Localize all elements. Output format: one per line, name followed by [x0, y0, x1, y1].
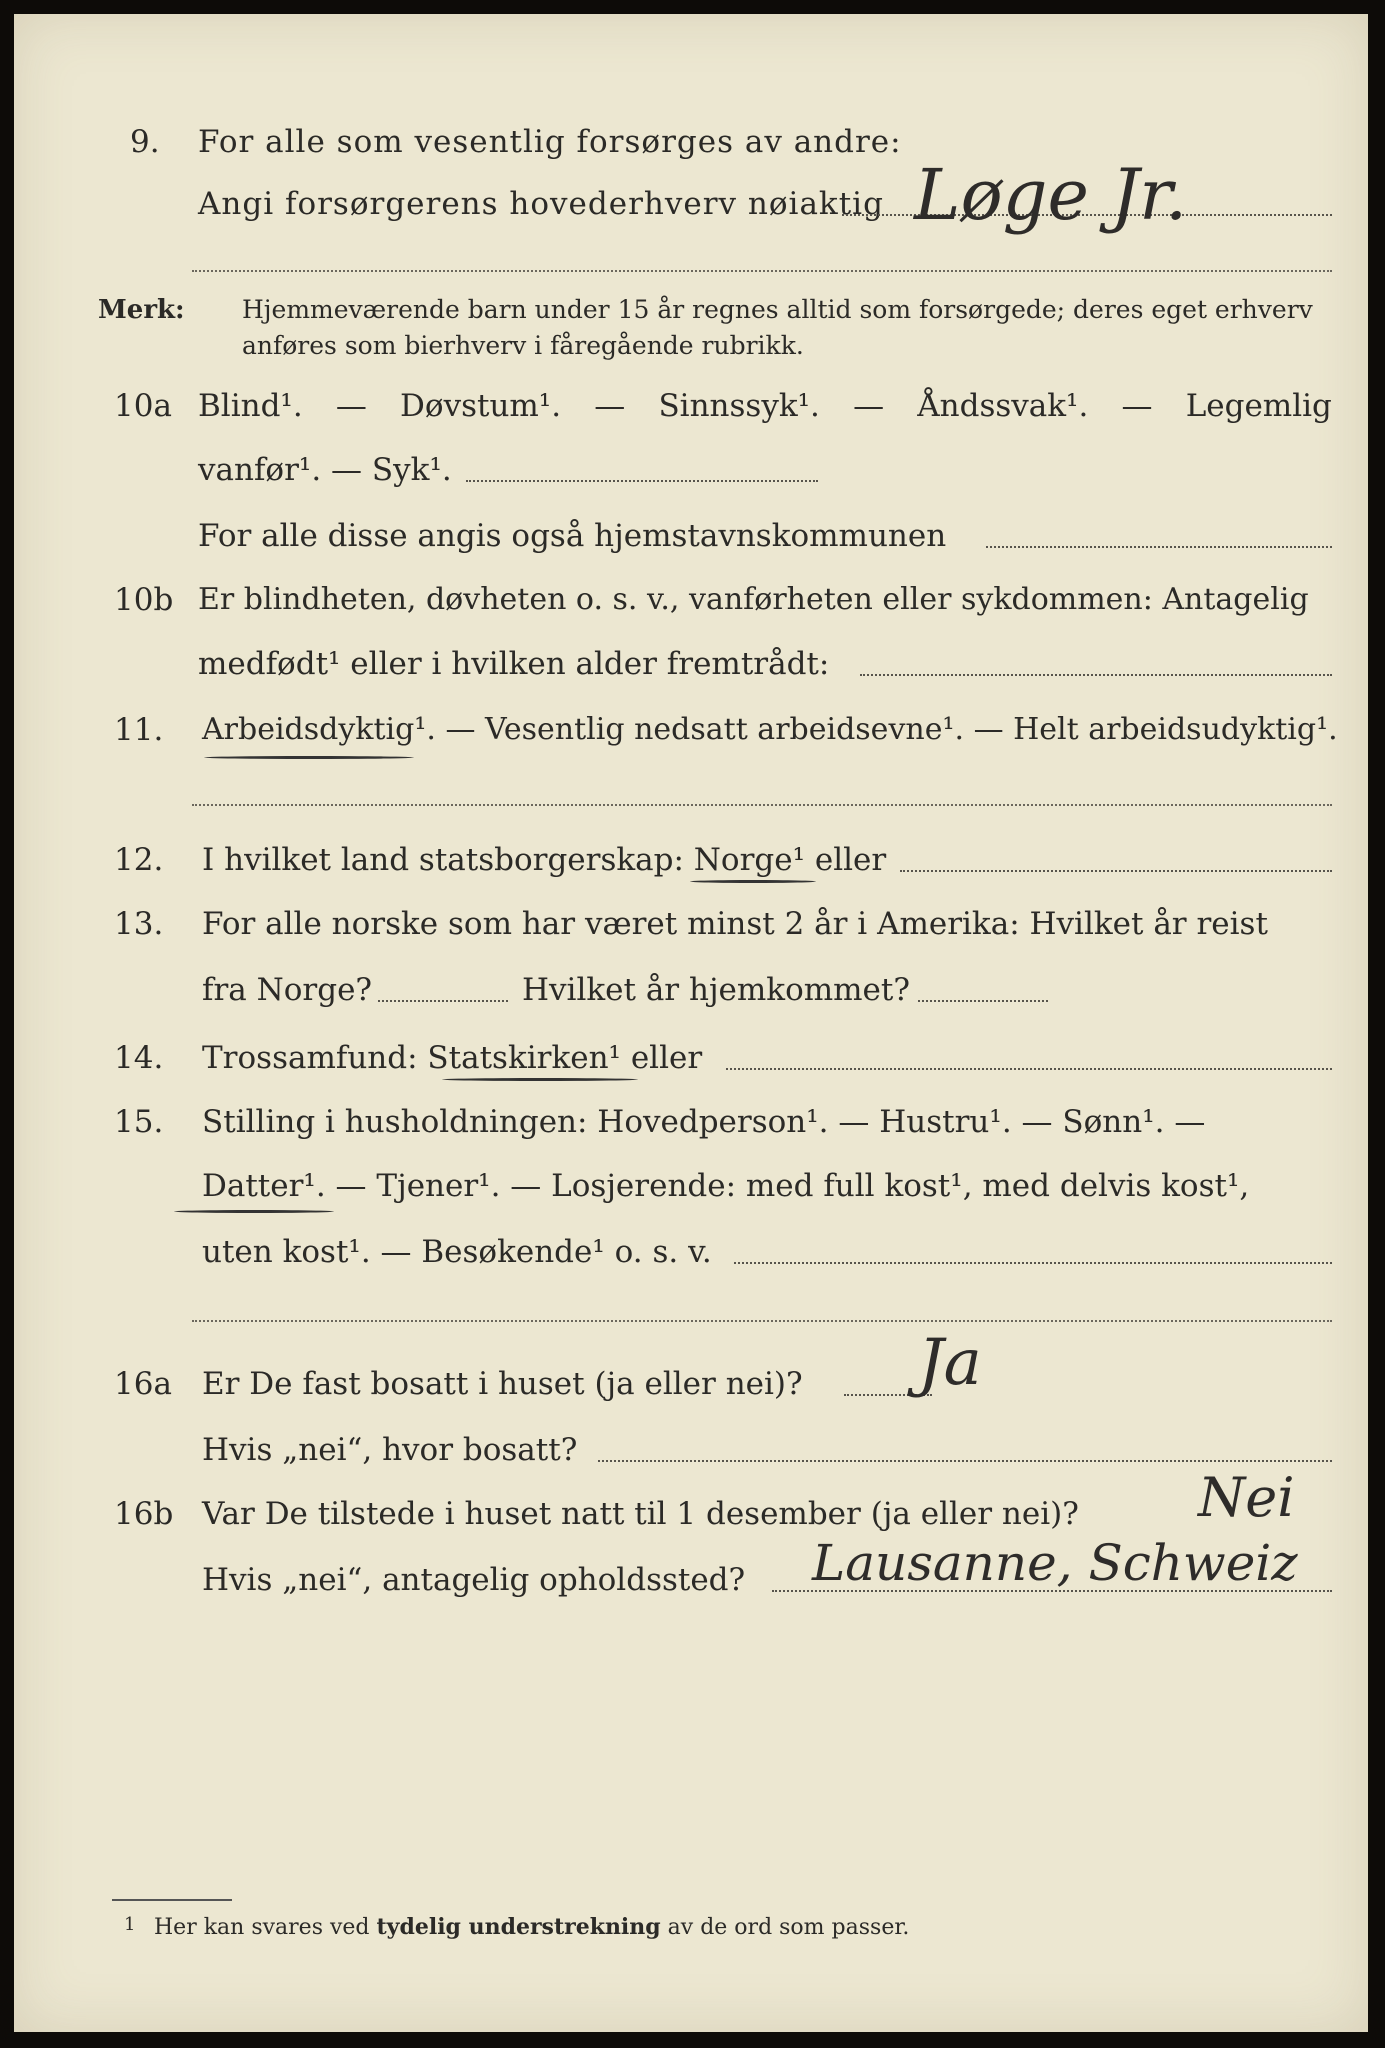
q15-underline-datter	[174, 1210, 334, 1213]
q10a-answer-line	[466, 480, 818, 482]
q10a-option-legemlig: Legemlig	[1185, 388, 1332, 424]
q15-line-2	[14, 1166, 1368, 1206]
q10a-option-blind: Blind¹.	[198, 388, 303, 424]
q10b-text-1: Er blindheten, døvheten o. s. v., vanførheten eller sykdommen: Antagelig	[198, 582, 1309, 617]
q16a-number: 16a	[114, 1366, 172, 1402]
footnote-text-pre: Her kan svares ved	[154, 1915, 370, 1940]
q16b-number: 16b	[114, 1496, 174, 1532]
census-form-page	[14, 14, 1368, 2032]
q10b-line-2	[14, 644, 1368, 684]
q9-number: 9.	[130, 124, 160, 160]
q13-text-1: For alle norske som har været minst 2 år i Amerika: Hvilket år reist	[202, 906, 1268, 942]
footnote-rule	[112, 1899, 232, 1901]
q14-answer-line	[726, 1068, 1332, 1070]
dash: —	[1121, 388, 1153, 424]
q12-number: 12.	[114, 842, 164, 878]
footnote-text-post: av de ord som passer.	[667, 1915, 910, 1940]
dash: —	[594, 388, 626, 424]
q14-line-1	[14, 1038, 1368, 1078]
q10a-option-dovstum: Døvstum¹.	[400, 388, 562, 424]
q10b-answer-line	[860, 674, 1332, 676]
merk-line-2	[14, 326, 1368, 366]
q16b-text-1: Var De tilstede i huset natt til 1 desember (ja eller nei)?	[202, 1496, 1079, 1532]
merk-label: Merk:	[98, 295, 185, 325]
footnote-text-bold: tydelig understrekning	[376, 1914, 661, 1940]
q16a-line-1	[14, 1364, 1368, 1404]
q15-text-2: Datter¹. — Tjener¹. — Losjerende: med full kost¹, med delvis kost¹,	[202, 1168, 1250, 1204]
q13-reist-line	[378, 1000, 508, 1002]
merk-text-2: anføres som bierhverv i fåregående rubrikk.	[242, 331, 804, 360]
dash: —	[853, 388, 885, 424]
q13-text-2b: Hvilket år hjemkommet?	[522, 972, 910, 1008]
q16b-line-1	[14, 1494, 1368, 1534]
q12-line-1	[14, 840, 1368, 880]
q13-number: 13.	[114, 906, 164, 942]
q15-extra-line	[192, 1320, 1332, 1322]
q10a-line-3	[14, 516, 1368, 556]
q16a-handwritten-answer: Ja	[918, 1326, 982, 1400]
q10b-text-2: medfødt¹ eller i hvilken alder fremtrådt:	[198, 646, 830, 682]
q11-text-1: Arbeidsdyktig¹. — Vesentlig nedsatt arbeidsevne¹. — Helt arbeidsudyktig¹.	[202, 712, 1338, 747]
q10b-line-1	[14, 580, 1368, 620]
merk-line-1	[14, 290, 1368, 330]
q9-text-2: Angi forsørgerens hovederhverv nøiaktig	[198, 186, 884, 222]
q16a-text-1: Er De fast bosatt i huset (ja eller nei)?	[202, 1366, 803, 1402]
q10a-text-3: For alle disse angis også hjemstavnskommunen	[198, 518, 947, 554]
q9-extra-line	[192, 270, 1332, 272]
merk-text-1: Hjemmeværende barn under 15 år regnes alltid som forsørgede; deres eget erhverv	[242, 295, 1313, 324]
q16b-handwritten-answer-2: Lausanne, Schweiz	[812, 1534, 1298, 1592]
q13-line-2	[14, 970, 1368, 1010]
q13-text-2a: fra Norge?	[202, 972, 373, 1008]
q15-text-3: uten kost¹. — Besøkende¹ o. s. v.	[202, 1234, 712, 1270]
q15-text-1: Stilling i husholdningen: Hovedperson¹. — Hustru¹. — Sønn¹. —	[202, 1104, 1206, 1140]
q10a-options	[198, 386, 1332, 426]
q16b-handwritten-answer-1: Nei	[1198, 1466, 1295, 1529]
q16a-text-2: Hvis „nei“, hvor bosatt?	[202, 1432, 578, 1468]
q15-line-3	[14, 1232, 1368, 1272]
q10a-text-2: vanfør¹. — Syk¹.	[198, 452, 452, 488]
q13-hjemkommet-line	[918, 1000, 1048, 1002]
q11-underline-arbeidsdyktig	[204, 756, 414, 759]
footnote	[124, 1914, 910, 1940]
q12-answer-line	[900, 870, 1332, 872]
footnote-mark: 1	[124, 1914, 136, 1935]
q13-line-1	[14, 904, 1368, 944]
q16a-line-2	[14, 1430, 1368, 1470]
q10a-option-andssvak: Åndssvak¹.	[917, 388, 1089, 424]
q12-text-1: I hvilket land statsborgerskap: Norge¹ eller	[202, 842, 887, 878]
q10a-line-1	[14, 386, 1368, 426]
q11-extra-line	[192, 804, 1332, 806]
q14-number: 14.	[114, 1040, 164, 1076]
q16b-text-2: Hvis „nei“, antagelig opholdssted?	[202, 1562, 746, 1598]
q15-line-1	[14, 1102, 1368, 1142]
q15-number: 15.	[114, 1104, 164, 1140]
q15-answer-line	[734, 1262, 1332, 1264]
q9-text-1: For alle som vesentlig forsørges av andre:	[198, 124, 902, 160]
q9-handwritten-answer: Løge Jr.	[914, 154, 1188, 236]
q14-text-1: Trossamfund: Statskirken¹ eller	[202, 1040, 703, 1076]
q10a-line-2	[14, 450, 1368, 490]
q11-number: 11.	[114, 712, 164, 748]
q11-line-1	[14, 710, 1368, 750]
q12-underline-norge	[690, 880, 816, 883]
q10b-number: 10b	[114, 582, 174, 618]
q14-underline-statskirken	[442, 1078, 638, 1081]
dash: —	[335, 388, 367, 424]
q16a-bosatt-line	[598, 1460, 1332, 1462]
q10a-number: 10a	[114, 388, 172, 424]
q10a-hjemstavn-line	[986, 546, 1332, 548]
q10a-option-sinnssyk: Sinnssyk¹.	[658, 388, 820, 424]
